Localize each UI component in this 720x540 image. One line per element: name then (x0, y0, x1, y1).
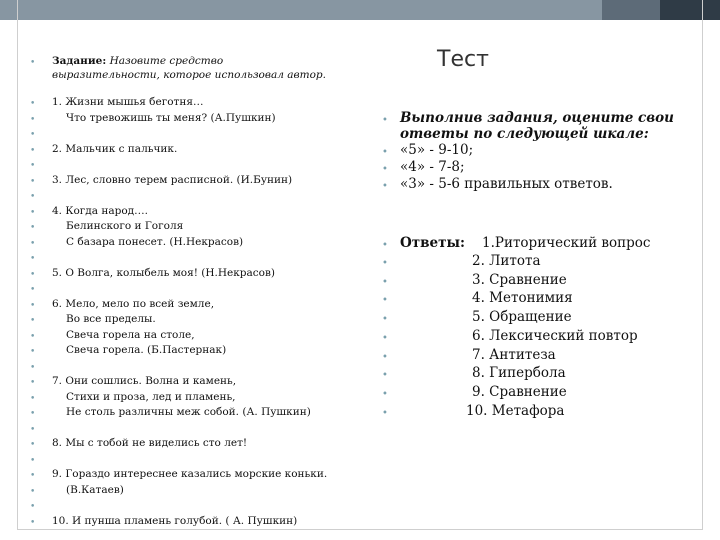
example-line-text: Не столь различны меж собой. (А. Пушкин) (66, 406, 311, 418)
answer-item-text: 5. Обращение (472, 309, 572, 325)
example-line-text: (В.Катаев) (66, 484, 124, 496)
example-line-text: Белинского и Гоголя (66, 220, 184, 232)
scale-item-text: «5» - 9-10; (400, 142, 474, 158)
bullet-icon: • (382, 408, 388, 419)
scale-line-1: Выполнив задания, оцените свои (400, 110, 674, 126)
example-line-text: 1. Жизни мышья беготня… (52, 96, 204, 108)
bullet-icon: • (382, 389, 388, 400)
task-text: Назовите средство (109, 55, 224, 67)
example-line-text: 10. И пунша пламень голубой. ( А. Пушкин) (52, 515, 298, 527)
scale-item-text: «3» - 5-6 правильных ответов. (400, 176, 613, 192)
bullet-icon: • (30, 409, 36, 419)
bullet-icon: • (30, 347, 36, 357)
example-line-text: Во все пределы. (66, 313, 156, 325)
example-line-text: 6. Мело, мело по всей земле, (52, 298, 215, 310)
bullet-icon: • (30, 440, 36, 450)
bullet-icon: • (30, 301, 36, 311)
answer-item-text: 10. Метафора (466, 403, 565, 419)
bullet-icon: • (30, 239, 36, 249)
bullet-icon: • (30, 177, 36, 187)
example-line-text: 3. Лес, словно терем расписной. (И.Бунин) (52, 174, 293, 186)
bullet-icon: • (30, 502, 36, 512)
bullet-icon: • (30, 285, 36, 295)
example-line-text: 8. Мы с тобой не виделись сто лет! (52, 437, 248, 449)
bullet-icon: • (30, 58, 36, 68)
answer-item-text: 9. Сравнение (472, 384, 567, 400)
bullet-icon: • (30, 99, 36, 109)
example-line-text: Свеча горела на столе, (66, 329, 195, 341)
bullet-icon: • (30, 332, 36, 342)
bullet-icon: • (382, 147, 388, 158)
bullet-icon: • (30, 394, 36, 404)
task-text-2: выразительности, которое использовал автор. (52, 69, 326, 81)
bullet-icon: • (382, 181, 388, 192)
example-line-text: 5. О Волга, колыбель моя! (Н.Некрасов) (52, 267, 276, 279)
bullet-icon: • (30, 254, 36, 264)
bullet-icon: • (382, 240, 388, 251)
bullet-icon: • (30, 115, 36, 125)
bullet-icon: • (382, 277, 388, 288)
task-label: Задание: (52, 55, 107, 67)
example-line-text: С базара понесет. (Н.Некрасов) (66, 236, 244, 248)
bullet-icon: • (382, 370, 388, 381)
bullet-icon: • (30, 208, 36, 218)
bullet-icon: • (30, 270, 36, 280)
bullet-icon: • (30, 146, 36, 156)
answer-item-text: 2. Литота (472, 253, 541, 269)
example-line-text: 7. Они сошлись. Волна и камень, (52, 375, 237, 387)
answer-item-text: 1.Риторический вопрос (482, 235, 651, 251)
bullet-icon: • (30, 363, 36, 373)
scale-line-2: ответы по следующей шкале: (400, 126, 649, 142)
bullet-icon: • (382, 295, 388, 306)
bullet-icon: • (30, 471, 36, 481)
bullet-icon: • (30, 487, 36, 497)
answers-label: Ответы: (400, 235, 465, 251)
answer-item-text: 6. Лексический повтор (472, 328, 638, 344)
example-line-text: 9. Гораздо интереснее казались морские коньки. (52, 468, 328, 480)
bullet-icon: • (30, 378, 36, 388)
answer-item-text: 4. Метонимия (472, 290, 573, 306)
bullet-icon: • (30, 518, 36, 528)
bullet-icon: • (30, 456, 36, 466)
bullet-icon: • (382, 164, 388, 175)
bullet-icon: • (30, 130, 36, 140)
example-line-text: Стихи и проза, лед и пламень, (66, 391, 236, 403)
answer-item-text: 8. Гипербола (472, 365, 566, 381)
answer-item-text: 3. Сравнение (472, 272, 567, 288)
example-line-text: 2. Мальчик с пальчик. (52, 143, 178, 155)
bullet-icon: • (30, 425, 36, 435)
bullet-icon: • (30, 223, 36, 233)
answer-item-text: 7. Антитеза (472, 347, 556, 363)
example-line-text: Свеча горела. (Б.Пастернак) (66, 344, 227, 356)
bullet-icon: • (382, 333, 388, 344)
example-line-text: 4. Когда народ…. (52, 205, 148, 217)
bullet-icon: • (382, 258, 388, 269)
bullet-icon: • (30, 161, 36, 171)
example-line-text: Что тревожишь ты меня? (А.Пушкин) (66, 112, 276, 124)
slide-title: Тест (437, 47, 489, 72)
bullet-icon: • (30, 316, 36, 326)
scale-item-text: «4» - 7-8; (400, 159, 465, 175)
bullet-icon: • (382, 115, 388, 126)
bullet-icon: • (382, 352, 388, 363)
bullet-icon: • (30, 192, 36, 202)
bullet-icon: • (382, 314, 388, 325)
